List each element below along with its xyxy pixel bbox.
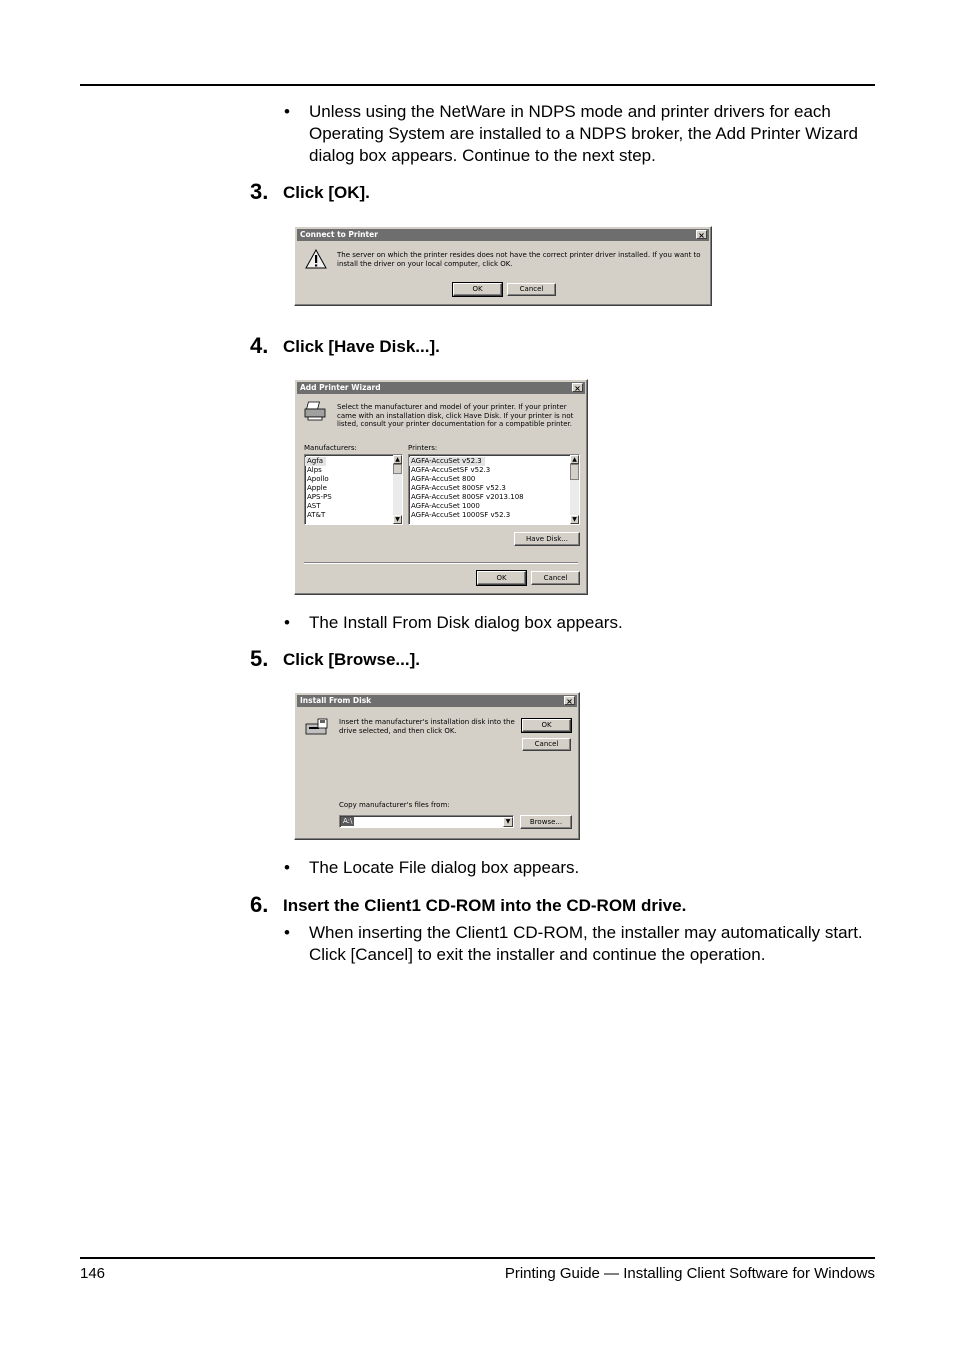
bullet-install-from-disk: [284, 612, 874, 634]
close-icon[interactable]: ×: [572, 383, 583, 392]
list-item[interactable]: AST: [307, 502, 321, 510]
dialog-title: Connect to Printer: [300, 230, 378, 239]
page-number: 146: [80, 1265, 106, 1282]
list-item[interactable]: AGFA-AccuSet v52.3: [409, 457, 579, 466]
scroll-thumb[interactable]: [393, 464, 402, 474]
cancel-button[interactable]: Cancel: [507, 283, 556, 296]
install-from-disk-dialog: [294, 692, 580, 840]
printer-icon: [303, 400, 327, 422]
bullet-ndps-note: [284, 101, 874, 167]
list-item[interactable]: Apollo: [307, 475, 329, 483]
list-item[interactable]: Apple: [307, 484, 327, 492]
scroll-down-icon[interactable]: ▼: [393, 515, 402, 524]
printers-label: Printers:: [408, 444, 438, 452]
path-combobox[interactable]: [339, 815, 514, 828]
wizard-intro: Select the manufacturer and model of your printer. If your printer came with an installation disk, click Have Disk. If your printer is not listed, consult your printer documentation for a compatible printer.: [337, 403, 574, 428]
scrollbar[interactable]: [570, 455, 579, 524]
bullet-text: The Install From Disk dialog box appears.: [309, 613, 623, 632]
ok-button[interactable]: OK: [477, 571, 526, 585]
bullet-text: When inserting the Client1 CD-ROM, the installer may automatically start. Click [Cancel] to exit the installer and continue the operation.: [309, 923, 863, 964]
dialog-message: Insert the manufacturer's installation disk into the drive selected, and then click OK.: [339, 718, 515, 735]
list-item[interactable]: AGFA-AccuSet 1000SF v52.3: [411, 511, 511, 519]
bullet-glyph: •: [284, 102, 290, 121]
copy-from-label: Copy manufacturer's files from:: [339, 801, 450, 809]
list-item[interactable]: AGFA-AccuSetSF v52.3: [411, 466, 491, 474]
bullet-locate-file: [284, 857, 874, 879]
step-label: Click [Browse...].: [283, 650, 420, 669]
step-number: 5.: [250, 646, 269, 671]
list-item[interactable]: AGFA-AccuSet 1000: [411, 502, 480, 510]
list-item[interactable]: Agfa: [305, 457, 402, 466]
list-item[interactable]: AGFA-AccuSet 800: [411, 475, 476, 483]
dialog-title: Install From Disk: [300, 696, 372, 705]
bullet-glyph: •: [284, 858, 290, 877]
footer-doc-title: Printing Guide — Installing Client Software for Windows: [504, 1265, 875, 1282]
step-label: Click [Have Disk...].: [283, 337, 440, 356]
chevron-down-icon[interactable]: ▼: [503, 817, 513, 827]
scroll-up-icon[interactable]: ▲: [570, 455, 579, 464]
path-value[interactable]: A:\: [343, 817, 353, 825]
scrollbar[interactable]: [393, 455, 402, 524]
manufacturers-label: Manufacturers:: [304, 444, 357, 452]
cancel-button[interactable]: Cancel: [522, 738, 571, 751]
bullet-autostart-note: [284, 922, 874, 966]
ok-button[interactable]: OK: [522, 719, 571, 732]
close-icon[interactable]: ×: [564, 696, 575, 705]
connect-to-printer-dialog: [294, 226, 712, 306]
scroll-thumb[interactable]: [570, 464, 579, 480]
manufacturers-list[interactable]: [304, 454, 403, 525]
browse-button[interactable]: Browse...: [520, 815, 572, 829]
bullet-glyph: •: [284, 923, 290, 942]
list-item[interactable]: AT&T: [307, 511, 326, 519]
bullet-glyph: •: [284, 613, 290, 632]
cancel-button[interactable]: Cancel: [531, 571, 580, 585]
dialog-title: Add Printer Wizard: [300, 383, 381, 392]
ok-button[interactable]: OK: [453, 283, 502, 296]
dialog-titlebar: [297, 695, 577, 707]
have-disk-button[interactable]: Have Disk...: [514, 532, 580, 546]
scroll-up-icon[interactable]: ▲: [393, 455, 402, 464]
dialog-message: The server on which the printer resides does not have the correct printer driver installed. If you want to install the driver on your local computer, click OK.: [337, 251, 701, 268]
list-item[interactable]: AGFA-AccuSet 800SF v2013.108: [411, 493, 524, 501]
bullet-text: Unless using the NetWare in NDPS mode and printer drivers for each Operating System are installed to a NDPS broker, the Add Printer Wizard dialog box appears. Continue to the next step.: [309, 102, 858, 165]
footer-rule: [80, 1257, 875, 1259]
bullet-text: The Locate File dialog box appears.: [309, 858, 580, 877]
list-item[interactable]: AGFA-AccuSet 800SF v52.3: [411, 484, 506, 492]
step-label: Insert the Client1 CD-ROM into the CD-ROM drive.: [283, 896, 687, 915]
separator: [304, 562, 578, 564]
step-number: 6.: [250, 892, 269, 917]
list-item[interactable]: APS-PS: [307, 493, 332, 501]
printers-list[interactable]: [408, 454, 580, 525]
dialog-titlebar: [297, 382, 585, 394]
disk-drive-icon: [305, 718, 329, 736]
scroll-down-icon[interactable]: ▼: [570, 515, 579, 524]
list-item[interactable]: Alps: [307, 466, 322, 474]
step-number: 3.: [250, 179, 269, 204]
step-number: 4.: [250, 333, 269, 358]
add-printer-wizard-dialog: [294, 379, 588, 595]
warning-icon: [305, 249, 327, 269]
dialog-titlebar: [297, 229, 709, 241]
close-icon[interactable]: ×: [696, 230, 707, 239]
header-rule: [80, 84, 875, 86]
step-label: Click [OK].: [283, 183, 370, 202]
